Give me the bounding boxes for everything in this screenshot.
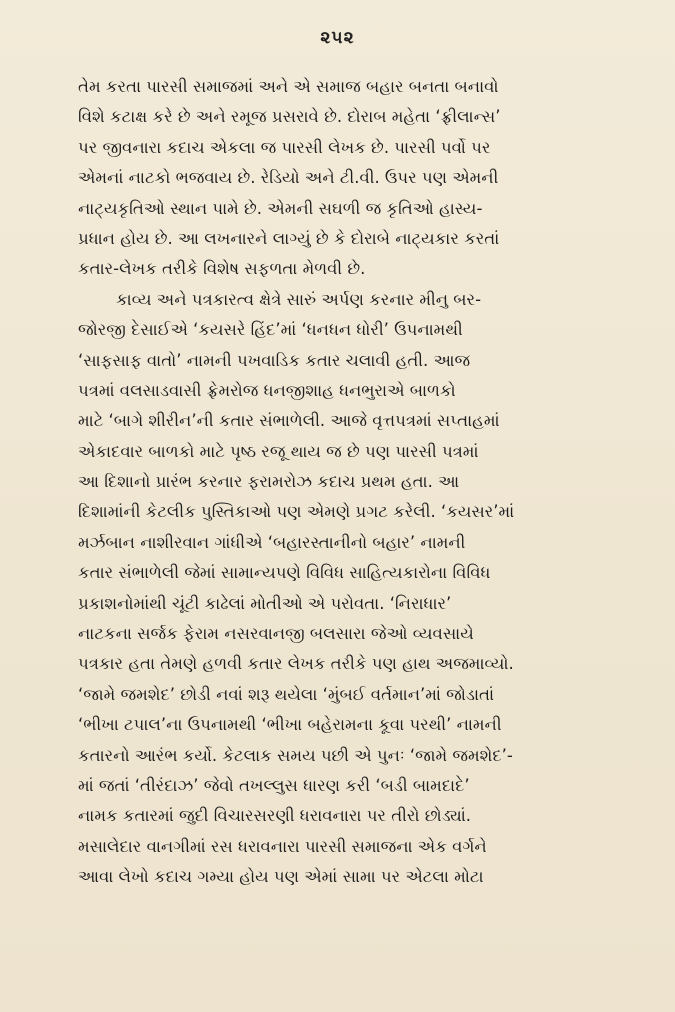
text-line: આવા લેખો કદાચ ગમ્યા હોય પણ એમાં સામા પર એટલા મોટા [78,867,484,887]
text-line: નાટ્યકૃતિઓ સ્થાન પામે છે. એમની સઘળી જ કૃતિઓ હાસ્ય- [78,198,483,218]
text-line: માટે ‘બાગે શીરીન’ની કતાર સંભાળેલી. આજે વૃત્તપત્રમાં સપ્તાહમાં [78,411,500,431]
page-number: ૨૫૨ [320,28,355,48]
text-line: કતારનો આરંભ કર્યો. કેટલાક સમય પછી એ પુનઃ ‘જામે જમશેદ’- [78,745,513,765]
text-line: તેમ કરતા પારસી સમાજમાં અને એ સમાજ બહાર બનતા બનાવો [78,77,499,96]
text-line: ‘જામે જમશેદ’ છોડી નવાં શરૂ થયેલા ‘મુંબઈ વર્તમાન’માં જોડાતાં [78,684,494,704]
text-line: નામક કતારમાં જુદી વિચારસરણી ધરાવનારા પર તીરો છોડ્યાં. [78,806,472,826]
text-line: આ દિશાનો પ્રારંભ કરનાર ફરામરોઝ કદાચ પ્રથમ હતા. આ [78,472,460,492]
text-line: પત્રકાર હતા તેમણે હળવી કતાર લેખક તરીકે પણ હાથ અજમાવ્યો. [78,654,514,674]
paragraph-start-line: કાવ્ય અને પત્રકારત્વ ક્ષેત્રે સારું અર્પણ કરનાર મીનુ બર- [116,289,482,309]
text-line: ‘ભીખા ટપાલ’ના ઉપનામથી ‘ભીખા બહેરામના કૂવા પરથી’ નામની [78,715,502,735]
body-text [78,72,618,893]
text-line: એમનાં નાટકો ભજવાય છે. રેડિયો અને ટી.વી. ઉપર પણ એમની [78,168,499,188]
text-line: ‘સાફસાફ વાતો’ નામની પખવાડિક કતાર ચલાવી હતી. આજ [78,350,471,370]
text-line: પર જીવનારા કદાચ એકલા જ પારસી લેખક છે. પારસી પર્વો પર [78,137,491,157]
text-line: વિશે કટાક્ષ કરે છે અને રમૂજ પ્રસરાવે છે. દોરાબ મહેતા ‘ફ્રીલાન્સ’ [78,107,501,127]
text-line: નાટકના સર્જક ફેરામ નસરવાનજી બલસારા જેઓ વ્યવસાયે [78,624,474,644]
text-line: એકાદવાર બાળકો માટે પૃષ્ઠ રજૂ થાય જ છે પણ પારસી પત્રમાં [78,441,479,461]
text-line: પત્રમાં વલસાડવાસી ફ્રેમરોજ ધનજીશાહ ધનભુરાએ બાળકો [78,380,456,400]
text-line: પ્રધાન હોય છે. આ લખનારને લાગ્યું છે કે દોરાબે નાટ્યકાર કરતાં [78,228,500,248]
text-line: જોરજી દેસાઈએ ‘કયસરે હિંદ’માં ‘ધનધન ધોરી’ ઉપનામથી [78,320,463,340]
text-line: દિશામાંની કેટલીક પુસ્તિકાઓ પણ એમણે પ્રગટ કરેલી. ‘કયસર’માં [78,502,515,522]
text-line: કતાર-લેખક તરીકે વિશેષ સફળતા મેળવી છે. [78,259,366,279]
text-line: માં જતાં ‘તીરંદાઝ’ જેવો તખલ્લુસ ધારણ કરી ‘બડી બામદાદે’ [78,775,470,795]
text-line: કતાર સંભાળેલી જેમાં સામાન્યપણે વિવિધ સાહિત્યકારોના વિવિધ [78,563,491,583]
text-line: પ્રકાશનોમાંથી ચૂંટી કાઢેલાં મોતીઓ એ પરોવતા. ‘નિરાધાર’ [78,593,452,613]
text-line: મસાલેદાર વાનગીમાં રસ ધરાવનારા પારસી સમાજના એક વર્ગને [78,836,487,856]
text-line: મર્ઝબાન નાશીરવાન ગાંધીએ ‘બહારસ્તાનીનો બહાર’ નામની [78,532,466,552]
